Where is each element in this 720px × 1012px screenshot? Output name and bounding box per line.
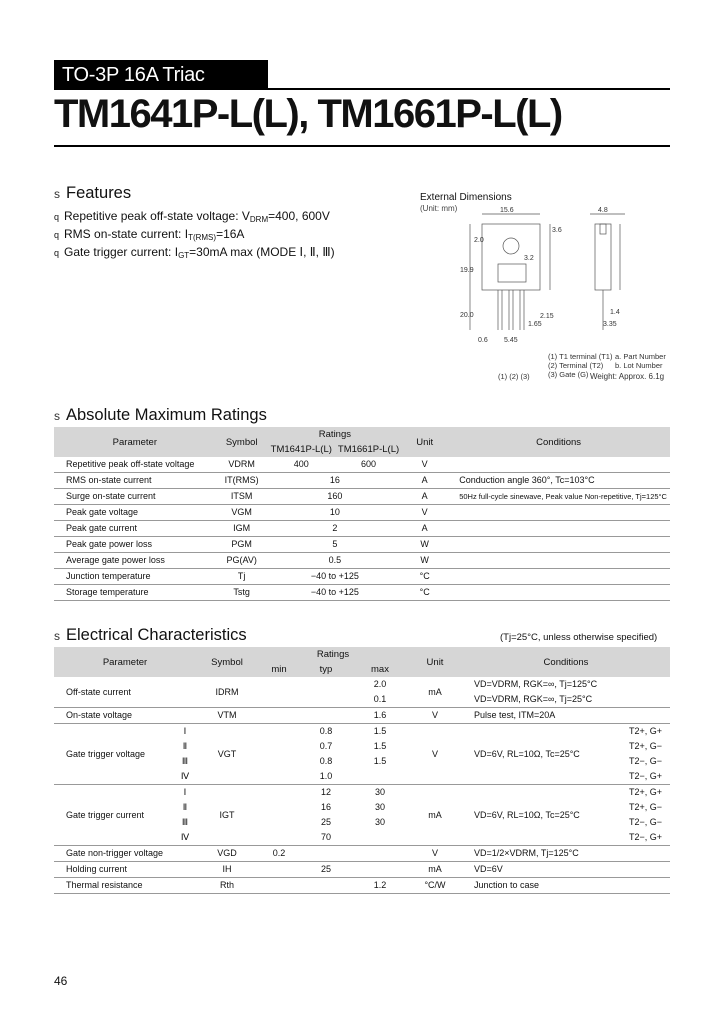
table-row: Gate trigger voltage Ⅰ VGT 0.8 1.5 V VD=6V, RL=10Ω, Tc=25°C T2+, G+ xyxy=(54,724,670,740)
col-header: Conditions xyxy=(447,427,670,457)
feature-item: q RMS on-state current: $I_{T(RMS)}=16A$ xyxy=(54,227,245,242)
table-row: Ⅲ 0.8 1.5 T2−, G− xyxy=(181,756,662,766)
col-header: Ratings xyxy=(268,427,403,442)
col-header: Symbol xyxy=(216,427,268,457)
package-outline-drawing xyxy=(420,202,670,370)
dim-label: 15.6 xyxy=(500,207,514,214)
col-header: Ratings xyxy=(258,647,408,662)
table-row: 0.1 VD=VDRM, RGK=∞, Tj=25°C xyxy=(54,692,670,708)
col-header: Unit xyxy=(408,647,462,677)
dimensions-title: External Dimensions xyxy=(420,192,512,203)
page-number: 46 xyxy=(54,974,68,988)
page-title: TM1641P-L(L), TM1661P-L(L) xyxy=(54,92,562,136)
title-rule xyxy=(54,145,670,147)
feature-item: q Repetitive peak off-state voltage: $V_{DRM}=400$, 600V xyxy=(54,209,330,224)
table-row: RMS on-state current IT(RMS) 16 A Conduction angle 360°, Tc=103°C xyxy=(54,473,670,489)
table-row: Peak gate power loss PGM 5 W xyxy=(54,537,670,553)
table-row: Holding current IH 25 mA VD=6V xyxy=(54,862,670,878)
col-header: TM1661P-L(L) xyxy=(335,442,402,457)
elec-note: (Tj=25°C, unless otherwise specified) xyxy=(500,632,658,643)
col-header: Parameter xyxy=(54,647,196,677)
table-row: On-state voltage VTM 1.6 V Pulse test, ITM=20A xyxy=(54,708,670,724)
dim-label: 2.15 xyxy=(540,313,554,320)
features-bullet: s xyxy=(54,187,60,201)
table-row: Ⅱ 16 30 T2+, G− xyxy=(182,802,662,812)
pin-numbers: (1) (2) (3) xyxy=(498,372,530,381)
col-header: Symbol xyxy=(196,647,258,677)
table-row: Peak gate current IGM 2 A xyxy=(54,521,670,537)
col-header: typ xyxy=(300,662,352,677)
table-row: Repetitive peak off-state voltage VDRM 400 600 V xyxy=(54,457,670,473)
col-header: min xyxy=(258,662,300,677)
package-weight: Weight: Approx. 6.1g xyxy=(590,372,665,381)
col-header: Parameter xyxy=(54,427,216,457)
pin-legend: (1) T1 terminal (T1) (2) Terminal (T2) (3) Gate (G) xyxy=(548,352,613,379)
table-row: Ⅳ 1.0 T2−, G+ xyxy=(54,769,670,785)
dim-label: 0.6 xyxy=(478,337,488,344)
dim-label: 5.45 xyxy=(504,337,518,344)
marking-legend: a. Part Number b. Lot Number xyxy=(615,352,666,370)
col-header: TM1641P-L(L) xyxy=(268,442,335,457)
dim-label: 4.8 xyxy=(598,207,608,214)
table-row: Gate trigger current Ⅰ IGT 12 30 mA VD=6V, RL=10Ω, Tc=25°C T2+, G+ xyxy=(54,785,670,801)
table-row: Ⅲ 25 30 T2−, G− xyxy=(181,817,662,827)
table-row: Ⅱ 0.7 1.5 T2+, G− xyxy=(182,741,662,751)
absmax-table xyxy=(54,427,670,601)
elec-heading: s Electrical Characteristics xyxy=(54,626,247,644)
table-row: Thermal resistance Rth 1.2 °C/W Junction to case xyxy=(54,878,670,894)
feature-item: q Gate trigger current: $I_{GT}=30mA$ max (MODE Ⅰ, Ⅱ, Ⅲ) xyxy=(54,245,335,260)
col-header: max xyxy=(352,662,408,677)
dim-label: 3.2 xyxy=(524,255,534,262)
table-row: Junction temperature Tj −40 to +125 °C xyxy=(54,569,670,585)
table-row: Peak gate voltage VGM 10 V xyxy=(54,505,670,521)
table-row: Gate non-trigger voltage VGD 0.2 V VD=1/2×VDRM, Tj=125°C xyxy=(54,846,670,862)
features-heading: s Features xyxy=(54,184,132,202)
absmax-heading: s Absolute Maximum Ratings xyxy=(54,406,267,424)
dim-label: 1.65 xyxy=(528,321,542,328)
table-row: Surge on-state current ITSM 160 A 50Hz full-cycle sinewave, Peak value Non-repetitive, Tj=125°C xyxy=(54,489,670,505)
dim-label: 19.9 xyxy=(460,267,474,274)
table-row: Storage temperature Tstg −40 to +125 °C xyxy=(54,585,670,601)
dim-label: 1.4 xyxy=(610,309,620,316)
dim-label: 20.0 xyxy=(460,312,474,319)
table-row: Off-state current IDRM 2.0 mA VD=VDRM, RGK=∞, Tj=125°C xyxy=(54,677,670,692)
col-header: Unit xyxy=(402,427,447,457)
dimensions-unit: (Unit: mm) xyxy=(420,204,458,213)
col-header: Conditions xyxy=(462,647,670,677)
category-label: TO-3P 16A Triac xyxy=(54,60,268,90)
dim-label: 3.6 xyxy=(552,227,562,234)
elec-table xyxy=(54,647,670,894)
table-row: Average gate power loss PG(AV) 0.5 W xyxy=(54,553,670,569)
dim-label: 3.35 xyxy=(603,321,617,328)
table-row: Ⅳ 70 T2−, G+ xyxy=(54,830,670,846)
dim-label: 2.0 xyxy=(474,237,484,244)
